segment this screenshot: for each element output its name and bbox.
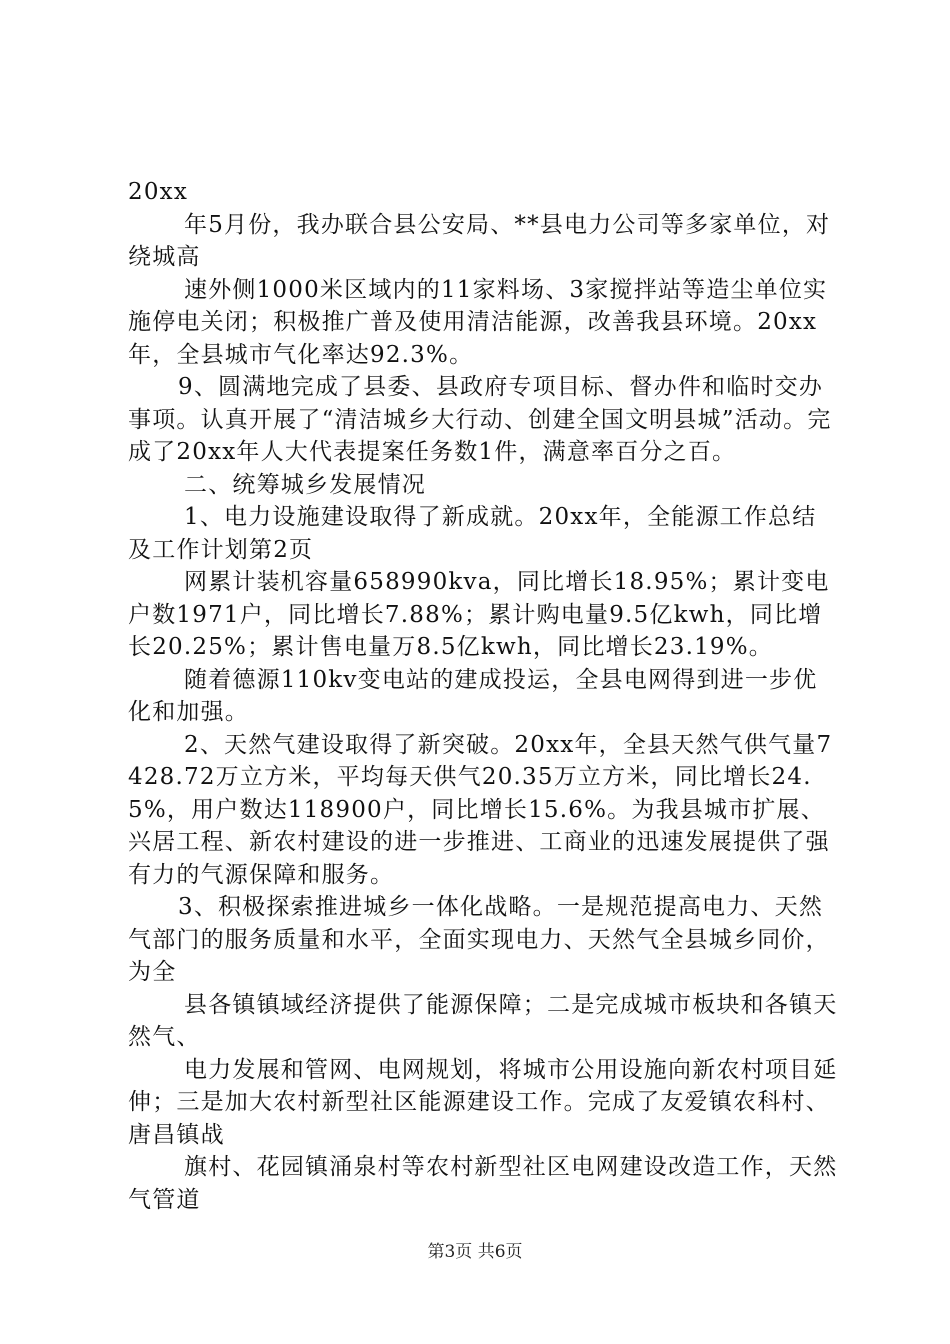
section-heading-2: 二、统筹城乡发展情况 <box>184 471 426 498</box>
paragraph-integration-3: 3、积极探索推进城乡一体化战略。一是规范提高电力、天然气部门的服务质量和水平，全面实现电力、天然气全县城乡同价，为全 <box>128 894 830 985</box>
paragraph-item-9: 9、圆满地完成了县委、县政府专项目标、督办件和临时交办事项。认真开展了“清洁城乡大行动、创建全国文明县城”活动。完成了20xx年人大代表提案任务数1件，满意率百分之百。 <box>128 374 832 465</box>
paragraph-shutdown: 速外侧1000米区域内的11家料场、3家搅拌站等造尘单位实施停电关闭；积极推广普及使用清洁能源，改善我县环境。20xx年，全县城市气化率达92.3%。 <box>128 276 828 368</box>
paragraph-town-energy: 县各镇镇域经济提供了能源保障；二是完成城市板块和各镇天然气、 <box>128 991 838 1050</box>
paragraph-year: 20xx <box>128 179 189 205</box>
paragraph-gas-2: 2、天然气建设取得了新突破。20xx年，全县天然气供气量7428.72万立方米，平均每天供气20.35万立方米，同比增长24.5%，用户数达118900户，同比增长15.6%。为我县城市扩展、兴居工程、新农村建设的进一步推进、工商业的迅速发展提供了强有力的气源保障和服务。 <box>128 731 833 888</box>
paragraph-grid-upgrade: 旗村、花园镇涌泉村等农村新型社区电网建设改造工作，天然气管道 <box>128 1154 838 1213</box>
document-body <box>128 176 840 1216</box>
page-footer: 第3页 共6页 <box>427 1242 523 1262</box>
paragraph-planning: 电力发展和管网、电网规划，将城市公用设施向新农村项目延伸；三是加大农村新型社区能源建设工作。完成了友爱镇农科村、唐昌镇战 <box>128 1056 838 1148</box>
paragraph-power-1: 1、电力设施建设取得了新成就。20xx年，全能源工作总结及工作计划第2页 <box>128 504 817 563</box>
paragraph-may-action: 年5月份，我办联合县公安局、**县电力公司等多家单位，对绕城高 <box>128 211 831 270</box>
paragraph-substation: 随着德源110kv变电站的建成投运，全县电网得到进一步优化和加强。 <box>128 666 818 725</box>
paragraph-capacity: 网累计装机容量658990kva，同比增长18.95%；累计变电户数1971户，同比增长7.88%；累计购电量9.5亿kwh，同比增长20.25%；累计售电量万8.5亿kwh，同比增长23.19%。 <box>128 569 830 660</box>
